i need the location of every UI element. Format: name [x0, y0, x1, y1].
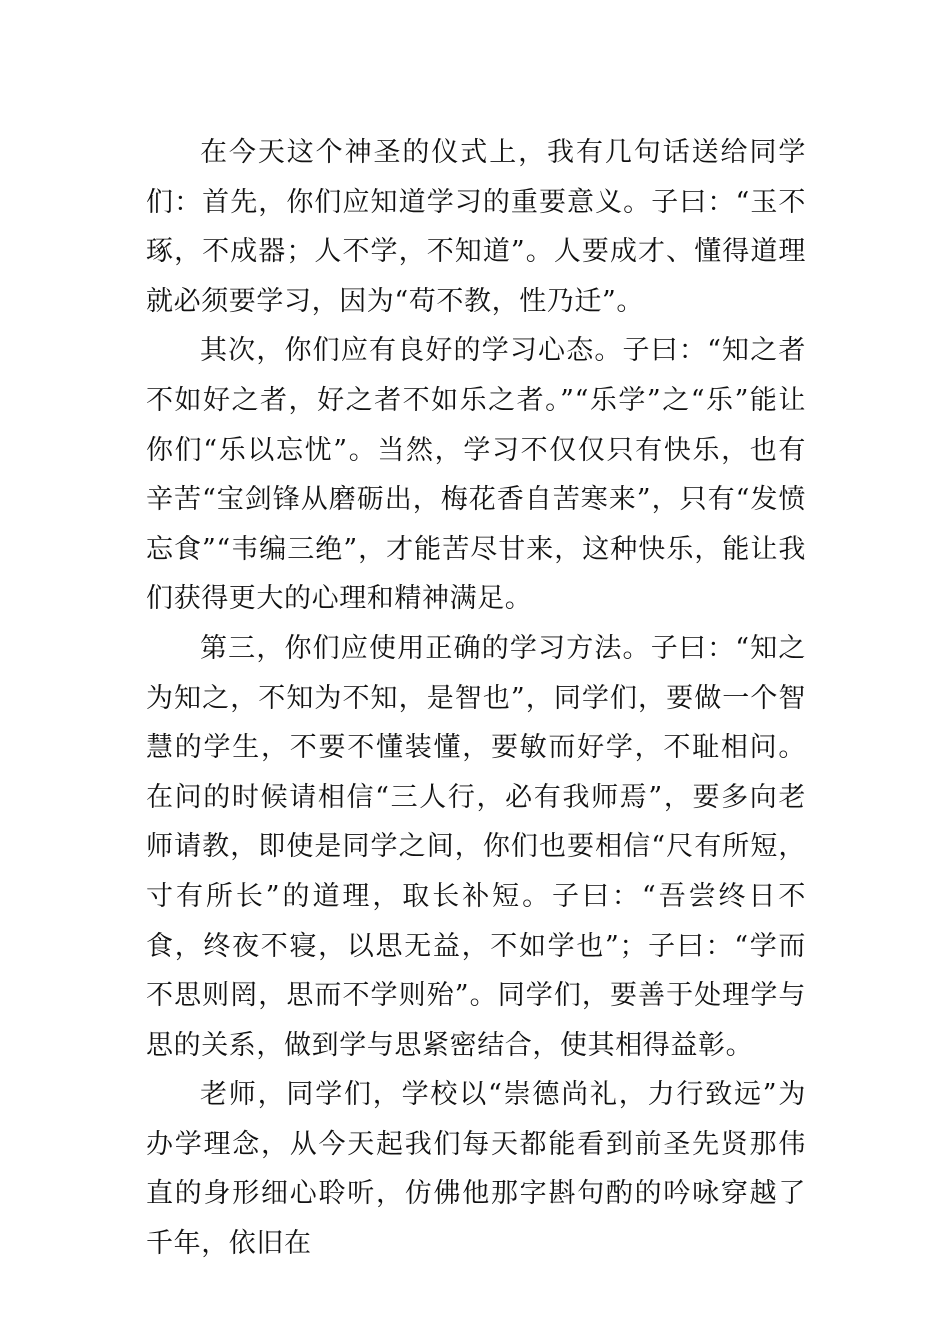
paragraph-2: 其次，你们应有良好的学习心态。子曰：“知之者不如好之者，好之者不如乐之者。”“乐学”之“乐”能让你们“乐以忘忧”。当然，学习不仅仅只有快乐，也有辛苦“宝剑锋从磨砺出，梅花香自苦寒来”，只有“发愤忘食”“韦编三绝”，才能苦尽甘来，这种快乐，能让我们获得更大的心理和精神满足。	[146, 335, 806, 615]
paragraph-1: 在今天这个神圣的仪式上，我有几句话送给同学们：首先，你们应知道学习的重要意义。子曰：“玉不琢，不成器；人不学，不知道”。人要成才、懂得道理就必须要学习，因为“苟不教，性乃迁”。	[146, 137, 806, 317]
paragraph-4: 老师，同学们，学校以“崇德尚礼，力行致远”为办学理念，从今天起我们每天都能看到前圣先贤那伟直的身形细心聆听，仿佛他那字斟句酌的吟咏穿越了千年，依旧在	[146, 1079, 806, 1260]
document-body	[146, 128, 806, 1269]
paragraph-3: 第三，你们应使用正确的学习方法。子曰：“知之为知之，不知为不知，是智也”，同学们，要做一个智慧的学生，不要不懂装懂，要敏而好学，不耻相问。在问的时候请相信“三人行，必有我师焉”，要多向老师请教，即使是同学之间，你们也要相信“尺有所短，寸有所长”的道理，取长补短。子曰：“吾尝终日不食，终夜不寝，以思无益，不如学也”；子曰：“学而不思则罔，思而不学则殆”。同学们，要善于处理学与思的关系，做到学与思紧密结合，使其相得益彰。	[146, 632, 806, 1061]
